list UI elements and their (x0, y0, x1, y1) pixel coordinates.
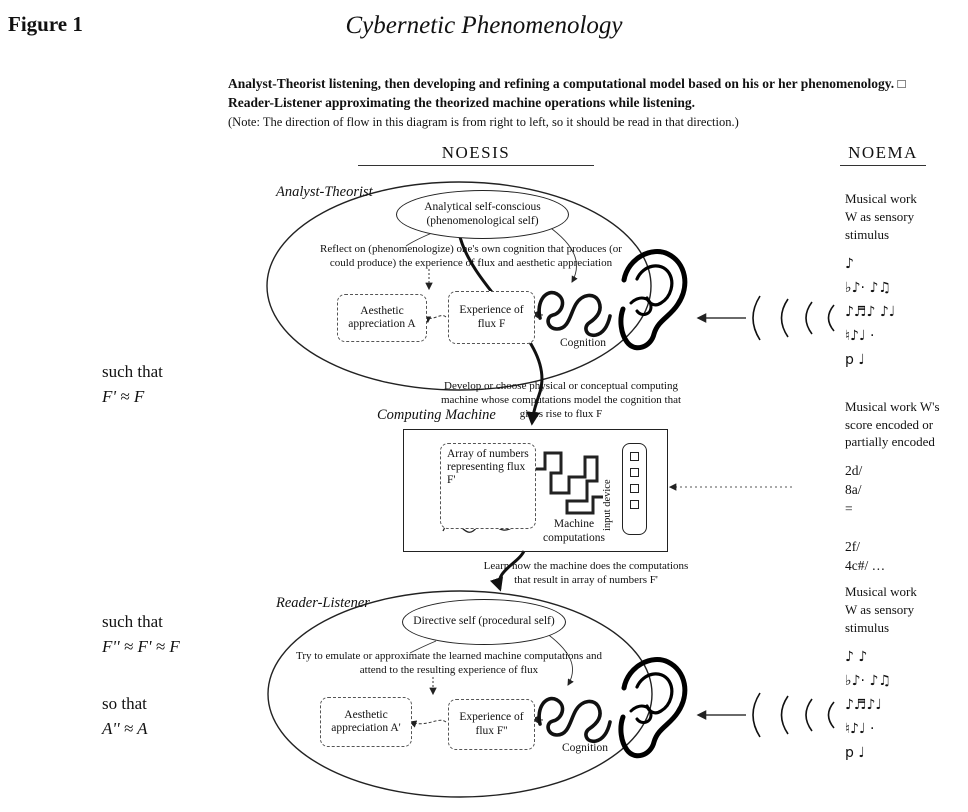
array-box (440, 443, 536, 529)
music-notes-row: p ♩ (845, 352, 865, 368)
input-device-label: input device (602, 479, 613, 531)
listener-flux-box (448, 699, 535, 750)
relation-3-formula: A'' ≈ A (102, 718, 148, 738)
develop-flow-text: Develop or choose physical or conceptual computing machine whose computations model the cognition that gives rise to flux F (440, 380, 682, 420)
flux-to-aesthetic-arrow (424, 316, 446, 319)
relation-1-text: such that (102, 362, 163, 381)
input-device-slot (630, 452, 639, 461)
listener-cognition-label: Cognition (561, 742, 608, 754)
score-line-gap (845, 518, 935, 537)
machine-section-label: Computing Machine (377, 407, 496, 423)
listener-self-ellipse (402, 599, 566, 645)
analyst-aesthetic-label: Aesthetic appreciation A (348, 304, 416, 330)
score-line: 2f/ (845, 539, 860, 554)
music-notes-row: ♮♪♩ · (845, 328, 875, 344)
cognition-scribble-icon-bottom (539, 699, 610, 742)
analyst-self-label: Analytical self-conscious (phenomenological self) (424, 201, 541, 227)
music-notes-row: p ♩ (845, 745, 865, 761)
relation-2 (102, 610, 180, 659)
analyst-aesthetic-box (337, 294, 427, 342)
listener-aesthetic-box (320, 697, 412, 747)
flux2-to-aesthetic2-arrow (410, 720, 446, 723)
analyst-cognition-label: Cognition (559, 337, 606, 349)
listener-flux-label: Experience of flux F'' (459, 711, 524, 737)
figure-label: Figure 1 (8, 12, 83, 36)
music-notes-top (845, 252, 940, 372)
noema-bottom-stimulus: Musical work W as sensory stimulus (845, 584, 917, 636)
noema-score-lines (845, 461, 935, 575)
analyst-reflect-text: Reflect on (phenomenologize) one's own cognition that produces (or could produce) the experience of flux and aesthetic appreciation (320, 243, 622, 269)
music-notes-row: ♪♬♪ ♪♩ (845, 304, 896, 320)
score-line: = (845, 501, 853, 516)
analyst-flux-box (448, 291, 535, 344)
relation-1 (102, 360, 163, 409)
music-notes-row: ♮♪♩ · (845, 721, 875, 737)
array-box-label: Array of numbers representing flux F' (447, 448, 529, 487)
listener-section-label: Reader-Listener (276, 595, 370, 611)
analyst-self-ellipse (396, 190, 569, 239)
noema-top-stimulus: Musical work W as sensory stimulus (845, 191, 917, 243)
score-line: 2d/ (845, 463, 863, 478)
relation-3 (102, 692, 148, 741)
analyst-section-label: Analyst-Theorist (276, 184, 373, 200)
caption-note: (Note: The direction of flow in this diagram is from right to left, so it should be read in that direction.) (228, 115, 739, 129)
learn-flow-text: Learn how the machine does the computations that result in array of numbers F' (483, 560, 689, 586)
music-notes-row: ♪ ♪ (845, 649, 868, 665)
relation-2-formula: F'' ≈ F' ≈ F (102, 636, 180, 656)
music-notes-row: ♪♬♪♩ (845, 697, 883, 713)
input-device-box (622, 443, 647, 535)
listener-self-label: Directive self (procedural self) (413, 615, 555, 628)
machine-computations-label: Machine computations (543, 518, 605, 544)
music-notes-row: ♭♪· ♪♫ (845, 673, 891, 689)
caption-line-2: Reader-Listener approximating the theorized machine operations while listening. (228, 95, 695, 110)
relation-1-formula: F' ≈ F (102, 386, 145, 406)
page-title: Cybernetic Phenomenology (345, 12, 623, 39)
ear-icon-bottom (621, 660, 685, 756)
noema-score-title: Musical work W's score encoded or partially encoded (845, 399, 940, 450)
sound-waves-icon-top (753, 296, 834, 340)
header-noema: NOEMA (840, 143, 926, 166)
cognition-scribble-icon-top (539, 293, 610, 336)
sound-waves-icon-bottom (753, 693, 834, 737)
music-notes-row: ♪ (845, 256, 854, 272)
music-notes-bottom (845, 645, 940, 765)
header-noesis: NOESIS (358, 143, 594, 166)
listener-try-text: Try to emulate or approximate the learned machine computations and attend to the resulting experience of flux (296, 650, 602, 676)
score-line: 4c#/ … (845, 558, 886, 573)
analyst-flux-label: Experience of flux F (459, 304, 524, 330)
score-line: 8a/ (845, 482, 862, 497)
relation-2-text: such that (102, 612, 163, 631)
input-device-slot (630, 468, 639, 477)
input-device-slot (630, 500, 639, 509)
music-notes-row: ♭♪· ♪♫ (845, 280, 891, 296)
caption-line-1: Analyst-Theorist listening, then developing and refining a computational model based on his or her phenomenology. □ (228, 76, 906, 91)
listener-aesthetic-label: Aesthetic appreciation A' (331, 708, 401, 734)
input-device-slot (630, 484, 639, 493)
relation-3-text: so that (102, 694, 147, 713)
